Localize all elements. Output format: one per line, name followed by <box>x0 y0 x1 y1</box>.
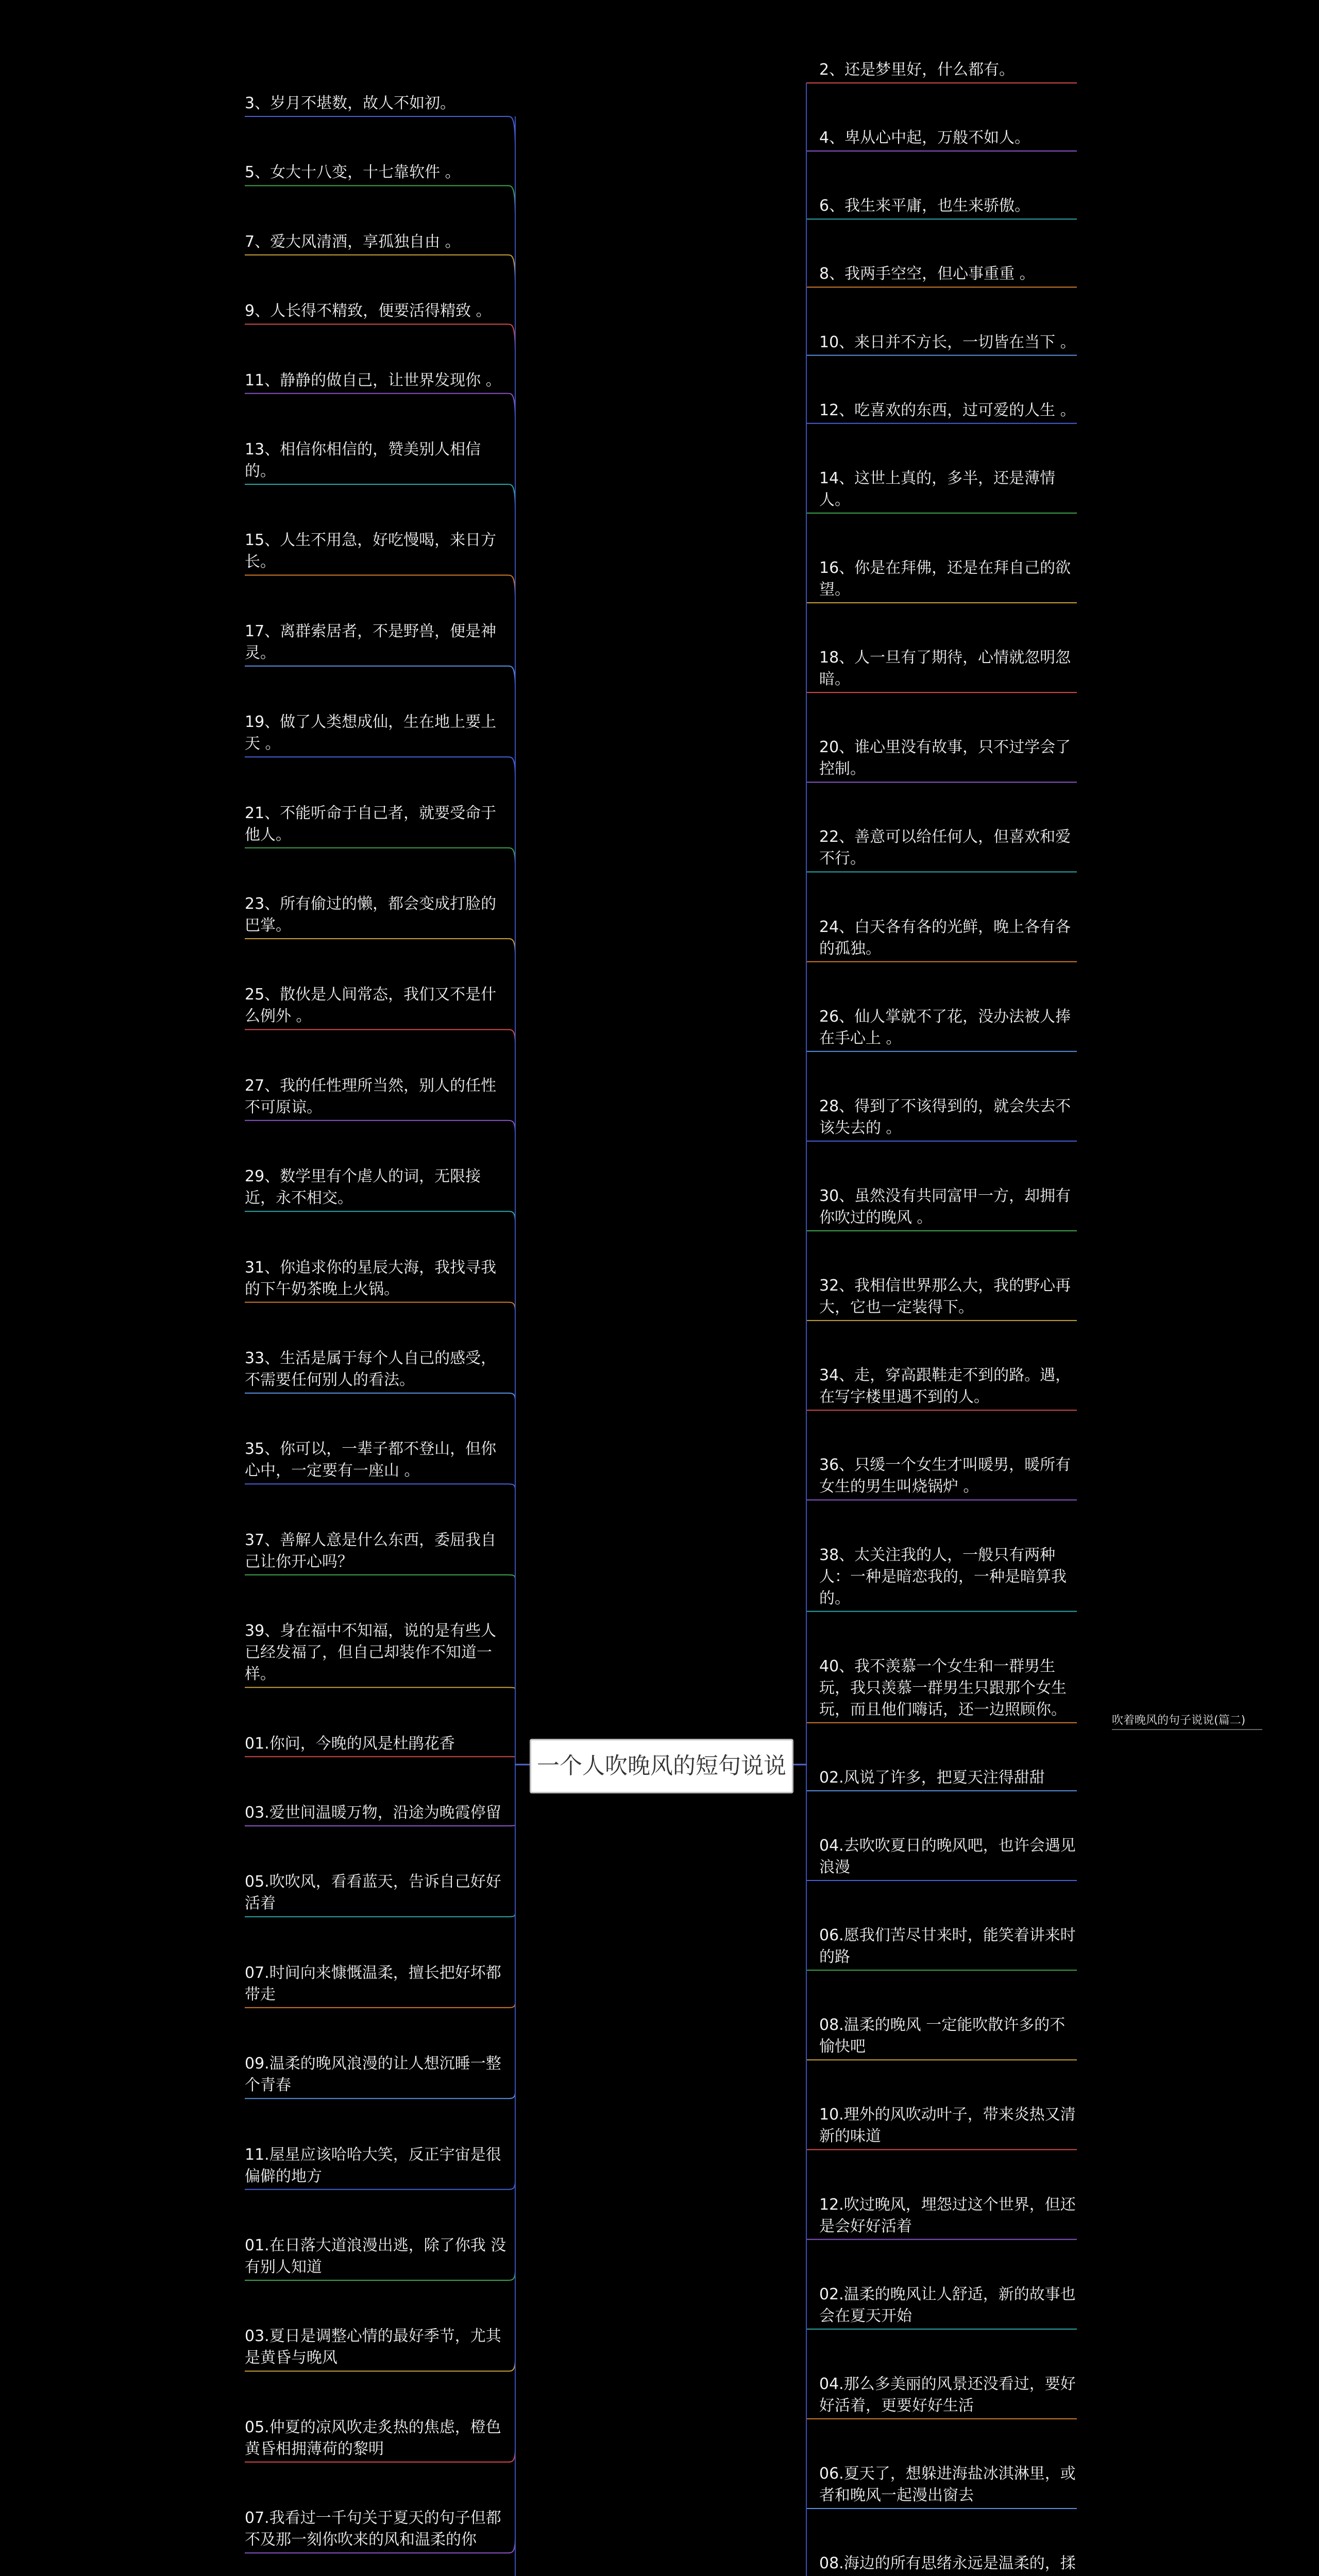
right-topic-node[interactable]: 12、吃喜欢的东西，过可爱的人生 。 <box>819 401 1076 419</box>
right-topic-node[interactable]: 8、我两手空空，但心事重重 。 <box>819 265 1035 283</box>
left-topic-node[interactable]: 03.爱世间温暖万物，沿途为晚霞停留 <box>245 1804 501 1822</box>
left-node-link <box>508 1211 515 1222</box>
left-node-link <box>508 185 515 217</box>
left-topic-node[interactable]: 7、爱大风清酒，享孤独自由 。 <box>245 233 461 251</box>
left-node-link <box>508 1575 515 1579</box>
left-node-link <box>508 1302 515 1312</box>
left-node-link <box>508 1825 515 1826</box>
left-node-link <box>508 2537 515 2553</box>
left-topic-node[interactable]: 3、岁月不堪数，故人不如初。 <box>245 94 456 112</box>
right-topic-node[interactable]: 22、善意可以给任何人，但喜欢和爱不行。 <box>819 828 1071 868</box>
left-topic-node[interactable]: 07.时间向来慷慨温柔，擅长把好坏都带走 <box>245 1964 501 2004</box>
left-node-link <box>508 575 515 599</box>
left-topic-node[interactable]: 33、生活是属于每个人自己的感受，不需要任何别人的看法。 <box>245 1349 497 1389</box>
right-topic-node[interactable]: 08.温柔的晚风 一定能吹散许多的不愉快吧 <box>819 2016 1066 2056</box>
right-topic-node[interactable]: 04.那么多美丽的风景还没看过，要好好活着，更要好好生活 <box>819 2375 1076 2415</box>
central-topic[interactable]: 一个人吹晚风的短句说说 <box>530 1739 793 1793</box>
right-topic-node[interactable]: 26、仙人掌就不了花，没办法被人捧在手心上 。 <box>819 1008 1071 1047</box>
left-topic-node[interactable]: 15、人生不用急，好吃慢喝，来日方长。 <box>245 531 497 571</box>
left-node-link <box>508 116 515 149</box>
left-node-link <box>508 939 515 955</box>
right-topic-node[interactable]: 12.吹过晚风，埋怨过这个世界，但还是会好好活着 <box>819 2196 1076 2235</box>
left-node-link <box>508 484 515 510</box>
right-topic-node[interactable]: 18、人一旦有了期待，心情就忽明忽暗。 <box>819 649 1071 688</box>
left-node-link <box>508 1687 515 1689</box>
right-topic-node[interactable]: 02.温柔的晚风让人舒适，新的故事也会在夏天开始 <box>819 2285 1076 2325</box>
left-topic-node[interactable]: 21、不能听命于自己者，就要受命于他人。 <box>245 804 497 844</box>
left-topic-node[interactable]: 27、我的任性理所当然，别人的任性不可原谅。 <box>245 1077 497 1116</box>
right-topic-node[interactable]: 10.理外的风吹动叶子，带来炎热又清新的味道 <box>819 2106 1076 2145</box>
left-topic-node[interactable]: 05.吹吹风，看看蓝天，告诉自己好好活着 <box>245 1873 501 1912</box>
right-topic-node[interactable]: 14、这世上真的，多半，还是薄情人。 <box>819 469 1056 509</box>
left-node-link <box>508 1121 515 1133</box>
left-node-link <box>508 1484 515 1489</box>
left-topic-node[interactable]: 35、你可以，一辈子都不登山，但你心中，一定要有一座山 。 <box>245 1440 497 1480</box>
left-topic-node[interactable]: 11、静静的做自己，让世界发现你 。 <box>245 371 501 389</box>
left-topic-node[interactable]: 37、善解人意是什么东西，委屈我自己让你开心吗？ <box>245 1531 497 1571</box>
left-topic-node[interactable]: 23、所有偷过的懒，都会变成打脸的巴掌。 <box>245 895 497 935</box>
left-topic-node[interactable]: 03.夏日是调整心情的最好季节，尤其是黄昏与晚风 <box>245 2327 501 2367</box>
left-node-link <box>508 848 515 867</box>
left-topic-node[interactable]: 17、离群索居者，不是野兽，便是神灵。 <box>245 622 497 662</box>
right-topic-node[interactable]: 06.夏天了，想躲进海盐冰淇淋里，或者和晚风一起漫出窗去 <box>819 2465 1076 2504</box>
right-topic-node[interactable]: 10、来日并不方长，一切皆在当下 。 <box>819 333 1076 351</box>
left-node-link <box>508 666 515 688</box>
right-topic-node[interactable]: 20、谁心里没有故事，只不过学会了控制。 <box>819 738 1071 778</box>
right-topic-node[interactable]: 38、太关注我的人，一般只有两种人：一种是暗恋我的，一种是暗算我的。 <box>819 1546 1067 1607</box>
left-topic-node[interactable]: 25、散伙是人间常态，我们又不是什么例外 。 <box>245 986 497 1025</box>
left-topic-node[interactable]: 13、相信你相信的，赞美别人相信的。 <box>245 440 481 480</box>
left-node-link <box>508 2003 515 2007</box>
left-node-link <box>508 2359 515 2371</box>
right-topic-node[interactable]: 6、我生来平庸，也生来骄傲。 <box>819 197 1030 215</box>
right-topic-node[interactable]: 24、白天各有各的光鲜，晚上各有各的孤独。 <box>819 918 1071 958</box>
right-topic-node[interactable]: 40、我不羡慕一个女生和一群男生玩，我只羡慕一群男生只跟那个女生玩，而且他们嗨话，还一边照顾你。 <box>819 1657 1067 1719</box>
left-node-link <box>508 1913 515 1917</box>
left-topic-node[interactable]: 05.仲夏的凉风吹走炙热的焦虑，橙色黄昏相拥薄荷的黎明 <box>245 2418 501 2458</box>
left-node-link <box>508 394 515 421</box>
right-topic-node[interactable]: 30、虽然没有共同富甲一方，却拥有你吹过的晚风 。 <box>819 1187 1071 1227</box>
left-node-link <box>508 324 515 353</box>
left-topic-node[interactable]: 09.温柔的晚风浪漫的让人想沉睡一整个青春 <box>245 2055 501 2094</box>
left-topic-node[interactable]: 31、你追求你的星辰大海，我找寻我的下午奶茶晚上火锅。 <box>245 1259 497 1298</box>
right-topic-node[interactable]: 06.愿我们苦尽甘来时，能笑着讲来时的路 <box>819 1926 1076 1966</box>
right-topic-node[interactable]: 04.去吹吹夏日的晚风吧，也许会遇见浪漫 <box>819 1837 1076 1876</box>
left-topic-node[interactable]: 39、身在福中不知福，说的是有些人已经发福了，但自己却装作不知道一样。 <box>245 1622 497 1683</box>
branch-right-label[interactable]: 吹着晚风的句子说说(篇二) <box>1112 1714 1246 1727</box>
left-topic-node[interactable]: 9、人长得不精致，便要活得精致 。 <box>245 302 492 320</box>
left-node-link <box>508 1393 515 1400</box>
left-topic-node[interactable]: 01.在日落大道浪漫出逃，除了你我 没有别人知道 <box>245 2236 506 2276</box>
left-node-link <box>508 255 515 285</box>
right-topic-node[interactable]: 32、我相信世界那么大，我的野心再大，它也一定装得下。 <box>819 1277 1071 1316</box>
right-topic-node[interactable]: 34、走，穿高跟鞋走不到的路。遇，在写字楼里遇不到的人。 <box>819 1366 1071 1406</box>
left-topic-node[interactable]: 11.屋星应该哈哈大笑，反正宇宙是很偏僻的地方 <box>245 2146 501 2185</box>
left-topic-node[interactable]: 01.你问，今晚的风是杜鹃花香 <box>245 1735 455 1753</box>
right-topic-node[interactable]: 36、只缓一个女生才叫暖男，暖所有女生的男生叫烧锅炉 。 <box>819 1456 1071 1496</box>
left-node-link <box>508 1029 515 1044</box>
right-topic-node[interactable]: 4、卑从心中起，万般不如人。 <box>819 129 1030 147</box>
left-topic-node[interactable]: 5、女大十八变，十七靠软件 。 <box>245 163 461 181</box>
left-node-link <box>508 2092 515 2098</box>
right-topic-node[interactable]: 2、还是梦里好，什么都有。 <box>819 61 1015 79</box>
left-node-link <box>508 757 515 777</box>
right-topic-node[interactable]: 28、得到了不该得到的，就会失去不该失去的 。 <box>819 1097 1071 1137</box>
left-topic-node[interactable]: 19、做了人类想成仙，生在地上要上天 。 <box>245 713 497 753</box>
left-topic-node[interactable]: 07.我看过一千句关于夏天的句子但都不及那一刻你吹来的风和温柔的你 <box>245 2509 501 2549</box>
right-topic-node[interactable]: 16、你是在拜佛，还是在拜自己的欲望。 <box>819 559 1071 599</box>
left-node-link <box>508 2448 515 2462</box>
left-topic-node[interactable]: 29、数学里有个虐人的词，无限接近，永不相交。 <box>245 1167 481 1207</box>
left-node-link <box>508 2181 515 2189</box>
left-node-link <box>508 2270 515 2280</box>
right-topic-node[interactable]: 08.海边的所有思绪永远是温柔的，揉 <box>819 2554 1076 2572</box>
right-topic-node[interactable]: 02.风说了许多，把夏天注得甜甜 <box>819 1769 1045 1787</box>
